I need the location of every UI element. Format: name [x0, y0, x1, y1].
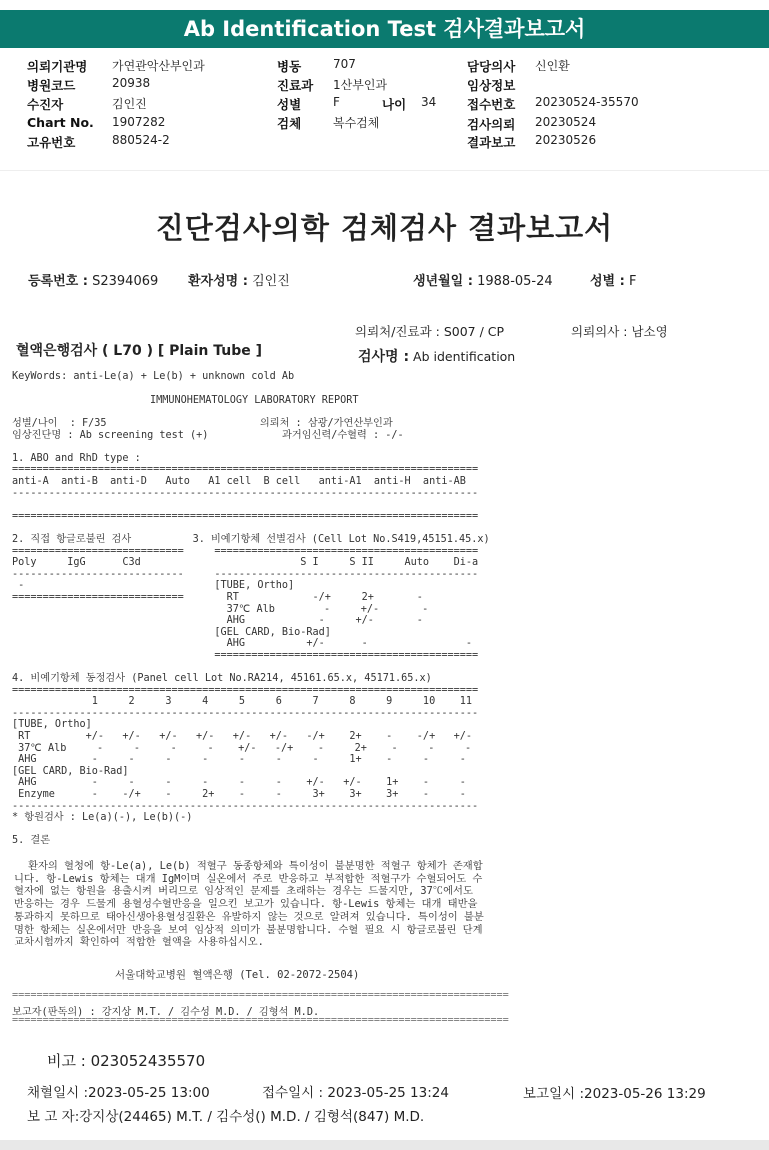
hospital-code-value: 20938	[112, 76, 151, 90]
reporter-value: 강지상(24465) M.T. / 김수성() M.D. / 김형석(847) M.D.	[79, 1109, 425, 1125]
test-name-value: Ab identification	[413, 349, 516, 364]
receive-value: 2023-05-25 13:24	[327, 1085, 449, 1101]
report-time-field	[523, 1082, 706, 1102]
specimen-value: 복수검체	[333, 116, 380, 130]
note-field	[47, 1050, 205, 1071]
referring-doctor-line: 의뢰의사 : 남소영	[571, 324, 668, 339]
request-value: 20230524	[535, 115, 597, 129]
report-date-value: 20230526	[535, 133, 597, 147]
bottom-margin	[0, 1140, 769, 1150]
dept-label: 진료과	[277, 78, 314, 93]
ward-value: 707	[333, 57, 356, 71]
report-date-label: 결과보고	[467, 135, 516, 150]
doctor-value: 신인환	[535, 59, 570, 73]
test-name-field	[358, 346, 515, 366]
reporter-field	[27, 1105, 424, 1125]
report-time-label: 보고일시 :	[523, 1086, 585, 1102]
report-sex-value: F	[628, 274, 637, 289]
sex-label: 성별	[277, 97, 302, 112]
patient-name-value: 김인진	[252, 274, 290, 289]
conclusion-text: 환자의 혈청에 항-Le(a), Le(b) 적혈구 동종항체와 특이성이 불분명한 적혈구 항체가 존재합니다. 항-Lewis 항체는 대개 IgM이며 실온에서 주로 반응하고 부적합한 적혈구가 수혈되어도 수혈자에 없는 항원을 용출시켜 버리므로 임상적인 문제를 초래하는 경우는 드물지만, 37℃에서도 반응하는 경우 드물게 용혈성수혈반응을 일으킨 보고가 있습니다. 항-Lewis 항체는 대개 태반을 통과하지 못하므로 태아신생아용혈성질환은 유발하지 않는 것으로 알려져 있습니다. 특이성이 불분명한 항체는 실온에서만 반응을 보여 임상적 의미가 불분명합니다. 수혈 필요 시 항글로불린 단계 교차시험까지 확인하여 적합한 혈액을 사용하십시오.	[14, 860, 484, 949]
draw-field	[27, 1081, 210, 1101]
receive-label: 접수일시 :	[262, 1085, 324, 1101]
dept-line: 의뢰처/진료과 : S007 / CP	[355, 324, 505, 339]
hospital-line: 서울대학교병원 혈액은행 (Tel. 02-2072-2504)	[115, 969, 360, 981]
birth-field	[413, 270, 553, 289]
test-name-label: 검사명 :	[358, 349, 410, 365]
note-value: 023052435570	[90, 1052, 206, 1070]
report-header-title: Ab Identification Test 검사결과보고서	[0, 10, 769, 48]
institution-label: 의뢰기관명	[27, 59, 88, 74]
separator-bottom: =================================================================================	[12, 1015, 509, 1026]
sex-value: F	[333, 95, 340, 109]
patient-value: 김인진	[112, 97, 147, 111]
specimen-label: 검체	[277, 116, 302, 131]
lab-report-title: IMMUNOHEMATOLOGY LABORATORY REPORT	[150, 395, 359, 406]
patient-name-label: 환자성명 :	[188, 274, 248, 289]
report-time-value: 2023-05-26 13:29	[584, 1086, 706, 1102]
receipt-label: 접수번호	[467, 97, 516, 112]
registration-field	[28, 270, 158, 289]
unique-value: 880524-2	[112, 133, 170, 147]
lab-results-block	[12, 418, 490, 847]
receive-field	[262, 1081, 449, 1101]
reporter-label: 보 고 자:	[27, 1109, 80, 1125]
clinical-label: 임상정보	[467, 78, 516, 93]
institution-value: 가연관악산부인과	[112, 59, 205, 73]
keywords-line: KeyWords: anti-Le(a) + Le(b) + unknown cold Ab	[12, 371, 295, 382]
age-value: 34	[421, 95, 437, 109]
birth-value: 1988-05-24	[477, 274, 553, 289]
dept-value: 1산부인과	[333, 78, 388, 92]
receipt-value: 20230524-35570	[535, 95, 639, 109]
request-label: 검사의뢰	[467, 117, 516, 132]
patient-name-field	[188, 270, 290, 289]
sex-field	[590, 270, 636, 289]
registration-label: 등록번호 :	[28, 274, 88, 289]
registration-value: S2394069	[92, 274, 159, 289]
conclusion-block	[14, 860, 484, 949]
chart-label: Chart No.	[27, 115, 94, 130]
lab-results-text: 성별/나이 : F/35 의뢰처 : 삼광/가연산부인과 임상진단명 : Ab screening test (+) 과거임신력/수혈력 : -/- 1. ABO and RhD type : ============================================================================ anti-A anti-B anti-D Auto A1 cell B cell anti-A1 anti-H anti-AB ---------------------------------------------------------------------------- ============================================================================ 2. 직접 항글로불린 검사 3. 비예기항체 선별검사 (Cell Lot No.S419,45151.45.x) ============================ =========================================== Poly IgG C3d S I S II Auto Di-a ---------------------------- ------------------------------------------- - [TUBE, Ortho] ============================ RT -/+ 2+ - 37℃ Alb - +/- - AHG - +/- - [GEL CARD, Bio-Rad] AHG +/- - - =========================================== 4. 비예기항체 동정검사 (Panel cell Lot No.RA214, 45161.65.x, 45171.65.x) ============================================================================ 1 2 3 4 5 6 7 8 9 10 11 ---------------------------------------------------------------------------- [TUBE, Ortho] RT +/- +/- +/- +/- +/- +/- -/+ 2+ - -/+ +/- 37℃ Alb - - - - +/- -/+ - 2+ - - - AHG - - - - - - - 1+ - - - [GEL CARD, Bio-Rad] AHG - - - - - - +/- +/- 1+ - - Enzyme - -/+ - 2+ - - 3+ 3+ 3+ - - ---------------------------------------------------------------------------- * 항원검사 : Le(a)(-), Le(b)(-) 5. 결론	[12, 418, 490, 847]
draw-value: 2023-05-25 13:00	[88, 1085, 210, 1101]
age-label: 나이	[382, 97, 407, 112]
chart-value: 1907282	[112, 115, 166, 129]
patient-label: 수진자	[27, 97, 64, 112]
reporters-line: 보고자(판독의) : 강지상 M.T. / 김수성 M.D. / 김형석 M.D.	[12, 1007, 320, 1018]
birth-label: 생년월일 :	[413, 274, 473, 289]
report-sex-label: 성별 :	[590, 274, 625, 289]
unique-label: 고유번호	[27, 135, 76, 150]
report-title: 진단검사의학 검체검사 결과보고서	[155, 211, 614, 245]
separator-top: =================================================================================	[12, 990, 509, 1001]
doctor-label: 담당의사	[467, 59, 516, 74]
draw-label: 채혈일시 :	[27, 1085, 89, 1101]
ward-label: 병동	[277, 59, 302, 74]
hospital-code-label: 병원코드	[27, 78, 76, 93]
patient-info-grid	[0, 52, 769, 152]
note-label: 비고 :	[47, 1052, 86, 1070]
test-group: 혈액은행검사 ( L70 ) [ Plain Tube ]	[16, 343, 263, 359]
